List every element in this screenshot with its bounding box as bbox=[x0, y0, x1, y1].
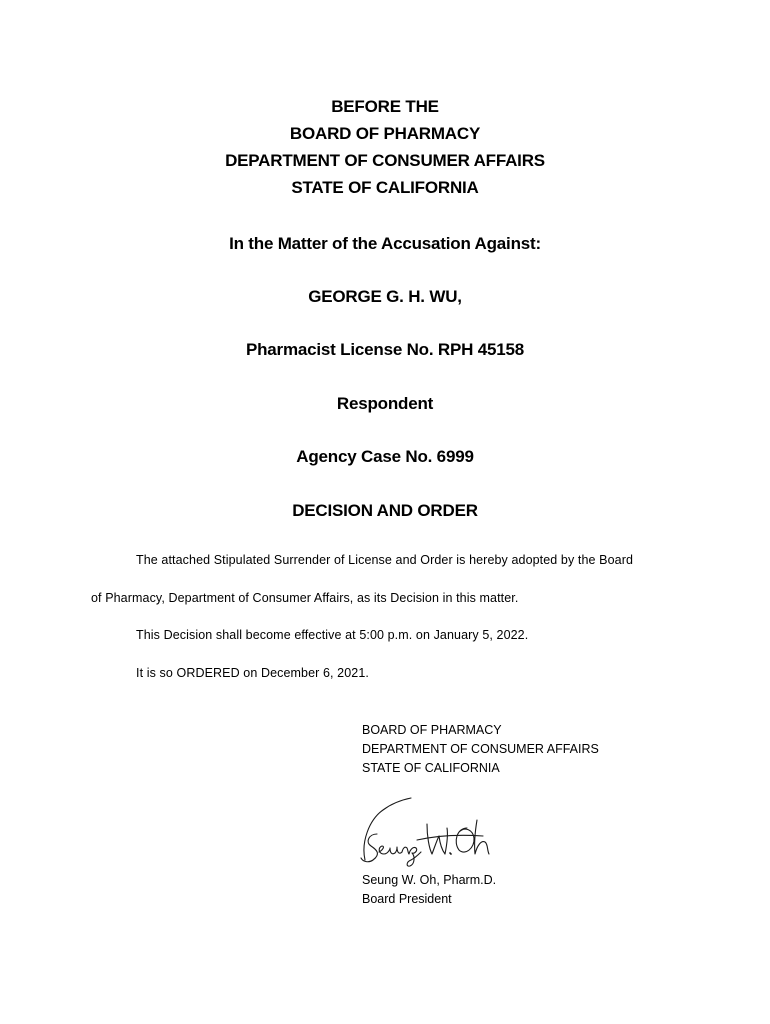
caption-line: DEPARTMENT OF CONSUMER AFFAIRS bbox=[225, 151, 545, 170]
org-line: BOARD OF PHARMACY bbox=[362, 723, 502, 737]
org-line: STATE OF CALIFORNIA bbox=[362, 761, 500, 775]
paragraph-effective-date: This Decision shall become effective at 5:00 p.m. on January 5, 2022. bbox=[136, 628, 529, 642]
matter-heading: In the Matter of the Accusation Against: bbox=[229, 234, 541, 253]
signer-name: Seung W. Oh, Pharm.D. bbox=[362, 873, 497, 887]
license-number: Pharmacist License No. RPH 45158 bbox=[245, 340, 524, 359]
paragraph-ordered-date: It is so ORDERED on December 6, 2021. bbox=[136, 666, 369, 680]
signature-org-block bbox=[362, 721, 599, 778]
caption-line: STATE OF CALIFORNIA bbox=[291, 178, 479, 197]
document-title: DECISION AND ORDER bbox=[292, 501, 478, 520]
respondent-label: Respondent bbox=[336, 394, 434, 413]
signer-title: Board President bbox=[362, 892, 452, 906]
respondent-name: GEORGE G. H. WU, bbox=[308, 287, 462, 306]
org-line: DEPARTMENT OF CONSUMER AFFAIRS bbox=[362, 742, 599, 756]
paragraph-adoption-line1: The attached Stipulated Surrender of License and Order is hereby adopted by the Board bbox=[136, 553, 634, 567]
caption-heading bbox=[0, 93, 770, 201]
paragraph-adoption-line2: of Pharmacy, Department of Consumer Affairs, as its Decision in this matter. bbox=[91, 591, 519, 605]
signer-block bbox=[362, 871, 496, 909]
caption-line: BEFORE THE bbox=[331, 97, 439, 116]
handwritten-signature bbox=[355, 790, 505, 868]
case-number: Agency Case No. 6999 bbox=[296, 447, 474, 466]
caption-line: BOARD OF PHARMACY bbox=[289, 124, 481, 143]
